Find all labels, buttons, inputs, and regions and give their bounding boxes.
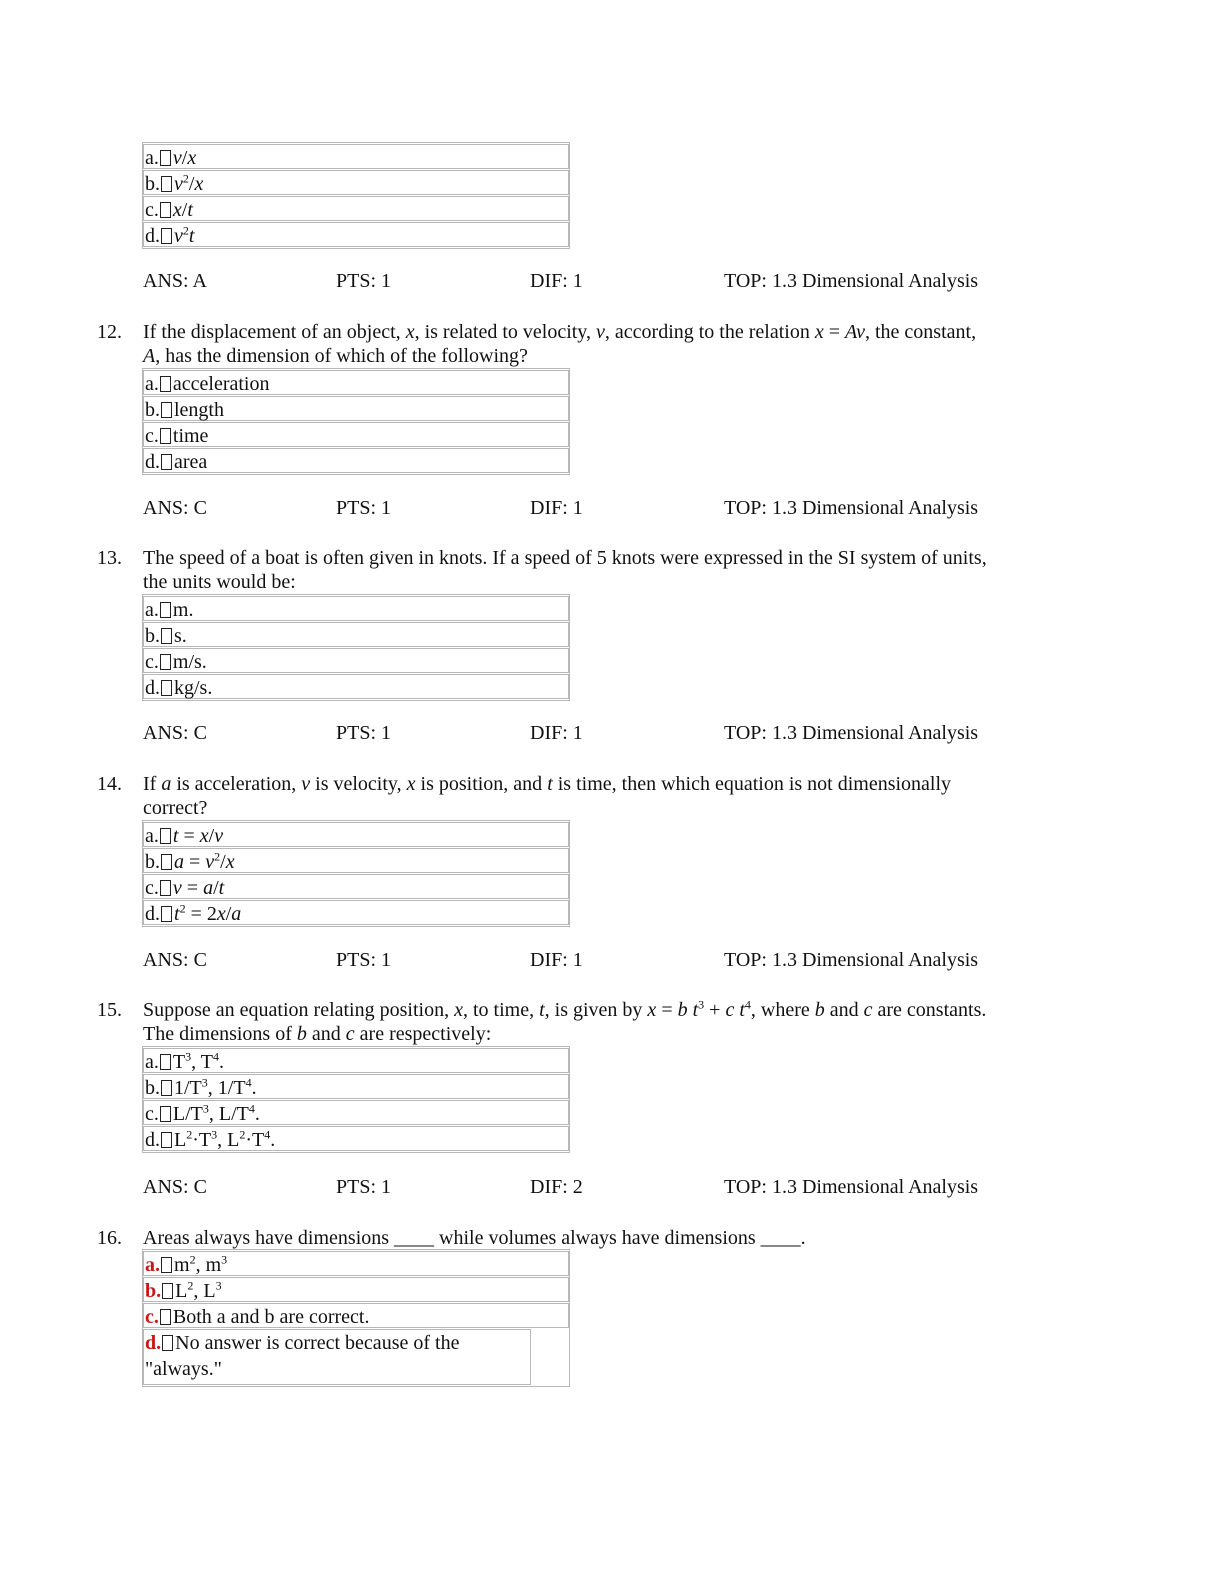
checkbox-icon [162, 1335, 173, 1351]
option-c: c. m/s. [143, 648, 569, 673]
question-stem: If the displacement of an object, x, is related to velocity, v, according to the relation x = Av, the constant, A, has the dimension of which of the following? [143, 321, 977, 367]
option-c: c. x/t [143, 196, 569, 221]
option-a: a. $m^2$, $m^3$ [143, 1251, 569, 1276]
question-stem: Suppose an equation relating position, x, to time, t, is given by x = b $t^3 + c$ $t^4$, where b and c are constants. The dimensions of b and c are respectively: [143, 997, 987, 1045]
points-label: PTS: 1 [336, 722, 392, 744]
option-c: c. Both a and b are correct. [143, 1303, 569, 1328]
option-a: a. v/x [143, 144, 569, 169]
answer-label: ANS: C [143, 949, 207, 971]
checkbox-icon [161, 228, 172, 244]
answer-label: ANS: C [143, 722, 207, 744]
checkbox-icon [160, 376, 171, 392]
option-a: a. acceleration [143, 370, 569, 395]
option-c: c. $L/T^3$, $L/T^4$. [143, 1100, 569, 1125]
option-d: d. $v^2t$ [143, 222, 569, 247]
checkbox-icon [161, 628, 172, 644]
q14-options [142, 820, 570, 927]
question-number: 13. [97, 547, 122, 569]
topic-label: TOP: 1.3 Dimensional Analysis [724, 1176, 979, 1198]
checkbox-icon [160, 150, 171, 166]
difficulty-label: DIF: 2 [530, 1176, 583, 1198]
topic-label: TOP: 1.3 Dimensional Analysis [724, 949, 979, 971]
topic-label: TOP: 1.3 Dimensional Analysis [724, 497, 979, 519]
difficulty-label: DIF: 1 [530, 270, 583, 292]
checkbox-icon [161, 1257, 172, 1273]
option-a: a. $T^3$, $T^4$. [143, 1048, 569, 1073]
checkbox-icon [161, 1080, 172, 1096]
q16-options [142, 1249, 570, 1387]
checkbox-icon [161, 680, 172, 696]
points-label: PTS: 1 [336, 949, 392, 971]
checkbox-icon [162, 1283, 173, 1299]
option-b: b. s. [143, 622, 569, 647]
answer-label: ANS: C [143, 497, 207, 519]
checkbox-icon [160, 654, 171, 670]
checkbox-icon [160, 1106, 171, 1122]
checkbox-icon [160, 1054, 171, 1070]
option-d: d. $L^2\cdot T^3$, $L^2\cdot T^4$. [143, 1126, 569, 1151]
points-label: PTS: 1 [336, 1176, 392, 1198]
question-stem: The speed of a boat is often given in knots. If a speed of 5 knots were expressed in the SI system of units, the units would be: [143, 547, 987, 593]
difficulty-label: DIF: 1 [530, 949, 583, 971]
points-label: PTS: 1 [336, 497, 392, 519]
q15-options [142, 1046, 570, 1153]
checkbox-icon [160, 1309, 171, 1325]
checkbox-icon [160, 880, 171, 896]
question-stem: Areas always have dimensions ____ while volumes always have dimensions ____. [143, 1227, 806, 1249]
checkbox-icon [160, 428, 171, 444]
option-d: d. area [143, 448, 569, 473]
option-b: b. $v^2/x$ [143, 170, 569, 195]
question-number: 16. [97, 1227, 122, 1249]
checkbox-icon [160, 602, 171, 618]
option-a: a. m. [143, 596, 569, 621]
option-d: d. kg/s. [143, 674, 569, 699]
option-c: c. v = a/t [143, 874, 569, 899]
option-b: b. $L^2$, $L^3$ [143, 1277, 569, 1302]
option-d: d. No answer is correct because of the "always." [143, 1329, 531, 1385]
option-a: a. t = x/v [143, 822, 569, 847]
question-number: 14. [97, 773, 122, 795]
difficulty-label: DIF: 1 [530, 497, 583, 519]
option-b: b. $1/T^3$, $1/T^4$. [143, 1074, 569, 1099]
question-number: 12. [97, 321, 122, 343]
topic-label: TOP: 1.3 Dimensional Analysis [724, 270, 979, 292]
checkbox-icon [161, 906, 172, 922]
question-stem: If a is acceleration, v is velocity, x is position, and t is time, then which equation is not dimensionally correct? [143, 773, 952, 819]
answer-label: ANS: A [143, 270, 207, 292]
topic-label: TOP: 1.3 Dimensional Analysis [724, 722, 979, 744]
q13-options [142, 594, 570, 701]
q11-options [142, 142, 570, 249]
checkbox-icon [161, 854, 172, 870]
checkbox-icon [161, 402, 172, 418]
question-number: 15. [97, 999, 122, 1021]
option-b: b. length [143, 396, 569, 421]
answer-label: ANS: C [143, 1176, 207, 1198]
difficulty-label: DIF: 1 [530, 722, 583, 744]
checkbox-icon [160, 202, 171, 218]
points-label: PTS: 1 [336, 270, 392, 292]
option-c: c. time [143, 422, 569, 447]
option-d: d. $t^2 = 2x/a$ [143, 900, 569, 925]
checkbox-icon [161, 1132, 172, 1148]
checkbox-icon [161, 454, 172, 470]
option-b: b. $a = v^2/x$ [143, 848, 569, 873]
checkbox-icon [161, 176, 172, 192]
q12-options [142, 368, 570, 475]
checkbox-icon [160, 828, 171, 844]
